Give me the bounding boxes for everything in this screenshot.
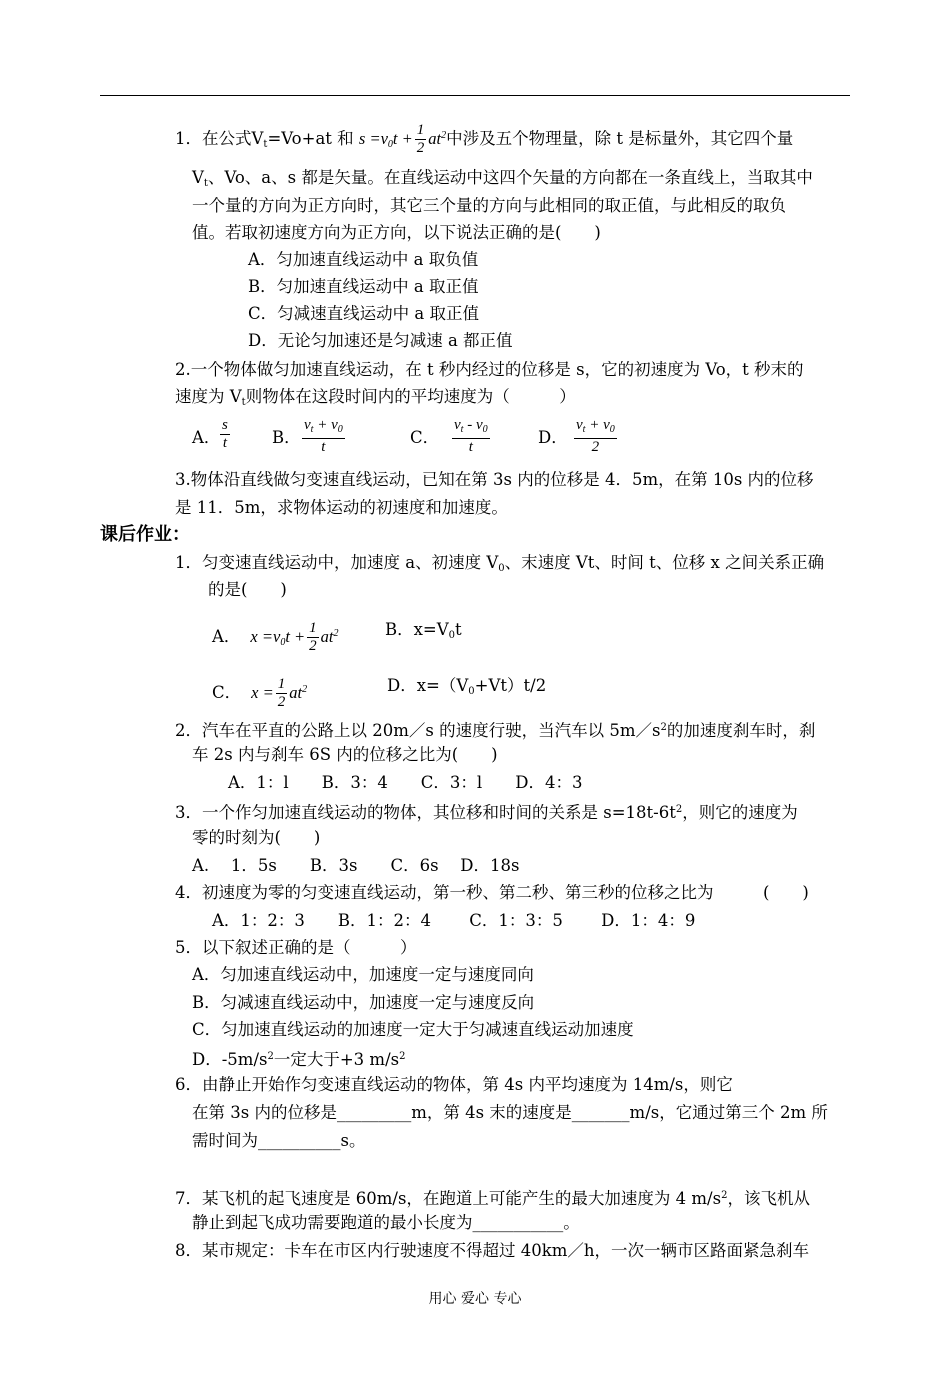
hw5-option-c: C．匀加速直线运动的加速度一定大于匀减速直线运动加速度	[192, 1020, 634, 1039]
q1-option-a: A．匀加速直线运动中 a 取负值	[248, 250, 479, 269]
hw2-options: A．1：l B．3：4 C．3：l D．4：3	[228, 773, 583, 792]
hw1-c-fraction: $\frac{1}{2}$	[277, 676, 286, 710]
hw6-line2: 在第 3s 内的位移是_________m，第 4s 末的速度是_______m/s，它通过第三个 2m 所	[192, 1103, 828, 1122]
q3-line1: 3.物体沿直线做匀变速直线运动，已知在第 3s 内的位移是 4．5m，在第 10s 内的位移	[175, 470, 814, 489]
q1-half-fraction: $\frac{1}{2}$	[416, 122, 425, 156]
hw7-line2: 静止到起飞成功需要跑道的最小长度为___________。	[192, 1213, 580, 1232]
hw1-option-c: C． x = $\frac{1}{2}$ $at^2$	[212, 676, 308, 710]
q1-option-c: C．匀减速直线运动中 a 取正值	[248, 304, 479, 323]
q1-line1: 1．在公式$V_t=Vo+at$ 和 $s =v_0t$ + $\frac{1}{2}$ $at^2$中涉及五个物理量，除 t 是标量外，其它四个量	[175, 122, 794, 156]
q2-frac-c: $\frac{v_t - v_0}{t}$	[454, 417, 488, 455]
q1-option-d: D．无论匀加速还是匀减速 a 都正值	[248, 331, 513, 350]
q3-line2: 是 11．5m，求物体运动的初速度和加速度。	[175, 498, 508, 517]
q1-option-b: B．匀加速直线运动中 a 取正值	[248, 277, 479, 296]
hw5-option-b: B．匀减速直线运动中，加速度一定与速度反向	[192, 993, 535, 1012]
hw1-option-b: B．$x=V_0t$	[385, 620, 462, 641]
q1-line3: 一个量的方向为正方向时，其它三个量的方向与此相同的取正值，与此相反的取负	[192, 196, 786, 215]
q2-option-a: A．	[192, 428, 221, 447]
hw3-line2: 零的时刻为( )	[192, 828, 321, 847]
q1-formula: $s =v_0t$ +	[358, 129, 413, 150]
hw4-line1: 4．初速度为零的匀变速直线运动，第一秒、第二秒、第三秒的位移之比为 ( )	[175, 883, 809, 902]
header-rule	[100, 95, 850, 96]
hw1-option-a: A． $x =v_0t$ + $\frac{1}{2}$ $at^2$	[212, 620, 339, 654]
hw5-option-a: A．匀加速直线运动中，加速度一定与速度同向	[192, 965, 534, 984]
q2-option-d: D．	[538, 428, 568, 447]
section-title: 课后作业：	[100, 524, 190, 545]
q1-line2: $V_t$、Vo、a、s 都是矢量。在直线运动中这四个矢量的方向都在一条直线上，当取其中	[192, 168, 813, 189]
hw8-line1: 8．某市规定：卡车在市区内行驶速度不得超过 40km／h，一次一辆市区路面紧急刹车	[175, 1241, 810, 1260]
hw1-line1: 1．匀变速直线运动中，加速度 a、初速度 $V_0$、末速度 Vt、时间 t、位移 x 之间关系正确	[175, 553, 825, 574]
hw6-line1: 6．由静止开始作匀变速直线运动的物体，第 4s 内平均速度为 14m/s，则它	[175, 1075, 733, 1094]
hw3-line1: 3．一个作匀加速直线运动的物体，其位移和时间的关系是 $s=18t-6t^2$，则它的速度为	[175, 803, 798, 822]
hw4-options: A．1：2：3 B．1：2：4 C．1：3：5 D．1：4：9	[212, 911, 696, 930]
q2-line1: 2.一个物体做匀加速直线运动，在 t 秒内经过的位移是 s，它的初速度为 Vo，t 秒末的	[175, 360, 804, 379]
hw1-option-d: D．$x=(V_0+Vt)t/2$	[387, 676, 547, 697]
hw6-line3: 需时间为__________s。	[192, 1131, 366, 1150]
q2-frac-b: $\frac{v_t + v_0}{t}$	[304, 417, 343, 455]
q2-option-c: C．	[410, 428, 440, 447]
hw7-line1: 7．某飞机的起飞速度是 60m/s，在跑道上可能产生的最大加速度为 4 $m/s^2$，该飞机从	[175, 1189, 810, 1208]
q2-frac-a: $\frac{s}{t}$	[222, 417, 228, 451]
q2-option-b: B．	[272, 428, 301, 447]
hw5-option-d: D．$-5m/s^2$一定大于+3 $m/s^2$	[192, 1050, 406, 1069]
hw3-options: A. 1．5s B．3s C．6s D．18s	[192, 856, 520, 875]
q2-line2: 速度为 $V_t$则物体在这段时间内的平均速度为（ ）	[175, 387, 576, 408]
hw2-line2: 车 2s 内与刹车 6S 内的位移之比为( )	[192, 745, 498, 764]
hw5-line1: 5．以下叙述正确的是（ ）	[175, 938, 417, 957]
hw1-line2: 的是( )	[208, 580, 287, 599]
page-footer: 用心 爱心 专心	[428, 1291, 522, 1307]
q2-frac-d: $\frac{v_t + v_0}{2}$	[576, 417, 615, 455]
hw1-a-fraction: $\frac{1}{2}$	[309, 620, 317, 654]
q1-line4: 值。若取初速度方向为正方向，以下说法正确的是( )	[192, 223, 601, 242]
hw2-line1: 2．汽车在平直的公路上以 20m／s 的速度行驶，当汽车以 $5m/s^2$的加速度刹车时，刹	[175, 721, 816, 740]
